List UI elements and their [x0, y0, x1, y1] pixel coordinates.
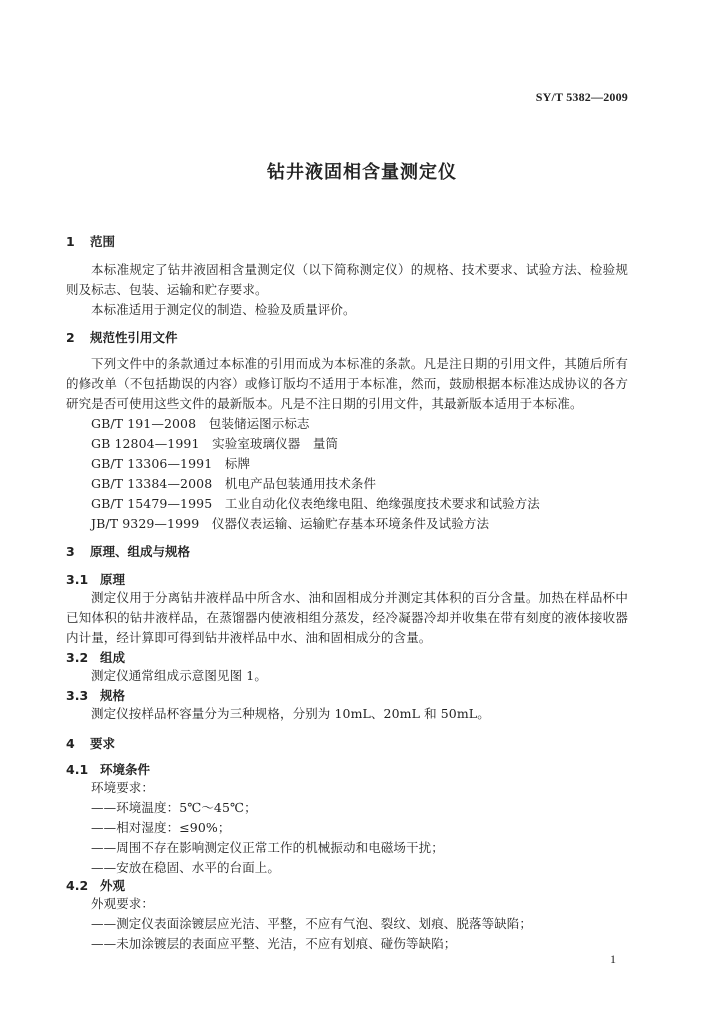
paragraph-line: 测定仪用于分离钻井液样品中所含水、油和固相成分并测定其体积的百分含量。加热在样品杯中	[91, 590, 628, 605]
paragraph-line: 本标准适用于测定仪的制造、检验及质量评价。	[91, 302, 356, 317]
section-2-heading	[66, 328, 178, 346]
paragraph-line: 测定仪按样品杯容量分为三种规格，分别为 10mL、20mL 和 50mL。	[91, 706, 490, 721]
paragraph-line: 研究是否可使用这些文件的最新版本。凡是不注日期的引用文件，其最新版本适用于本标准。	[66, 396, 583, 411]
paragraph-line: 则及标志、包装、运输和贮存要求。	[66, 282, 268, 297]
paragraph-line: 已知体积的钻井液样品，在蒸馏器内使液相组分蒸发，经冷凝器冷却并收集在带有刻度的液体接收器	[66, 610, 628, 625]
standard-code: SY/T 5382—2009	[535, 90, 628, 104]
subsection-title: 组成	[100, 650, 126, 665]
document-title: 钻井液固相含量测定仪	[267, 162, 457, 183]
reference-item: GB/T 191—2008 包装储运图示标志	[91, 416, 310, 431]
list-item: ——安放在稳固、水平的台面上。	[91, 860, 281, 875]
paragraph-line: 内计量，经计算即可得到钻井液样品中水、油和固相成分的含量。	[66, 630, 432, 645]
section-4-heading	[66, 734, 115, 752]
section-number: 3	[66, 544, 75, 559]
subsection-title: 环境条件	[100, 762, 151, 777]
subsection-3-2-heading	[66, 648, 125, 666]
list-item: ——测定仪表面涂镀层应光洁、平整，不应有气泡、裂纹、划痕、脱落等缺陷；	[91, 916, 533, 931]
subsection-3-1-heading	[66, 570, 125, 588]
paragraph-line: 下列文件中的条款通过本标准的引用而成为本标准的条款。凡是注日期的引用文件，其随后所有	[91, 356, 628, 371]
reference-item: GB/T 15479—1995 工业自动化仪表绝缘电阻、绝缘强度技术要求和试验方法	[91, 496, 540, 511]
section-3-heading	[66, 542, 190, 560]
section-title: 要求	[90, 736, 116, 751]
subsection-4-2-heading	[66, 876, 125, 894]
subsection-number: 4.2	[66, 878, 89, 893]
paragraph-line: 测定仪通常组成示意图见图 1。	[91, 668, 267, 683]
list-item: ——环境温度：5℃～45℃；	[91, 800, 257, 815]
subsection-4-1-heading	[66, 760, 150, 778]
section-number: 4	[66, 736, 75, 751]
section-title: 原理、组成与规格	[90, 544, 191, 559]
paragraph-line: 外观要求：	[91, 896, 155, 911]
section-title: 范围	[90, 234, 116, 249]
subsection-title: 规格	[100, 688, 126, 703]
paragraph-line: 本标准规定了钻井液固相含量测定仪（以下简称测定仪）的规格、技术要求、试验方法、检验规	[91, 262, 628, 277]
section-number: 2	[66, 330, 75, 345]
subsection-title: 原理	[100, 572, 126, 587]
section-number: 1	[66, 234, 75, 249]
list-item: ——相对湿度：≤90%；	[91, 820, 231, 835]
subsection-number: 3.2	[66, 650, 89, 665]
reference-item: GB/T 13384—2008 机电产品包装通用技术条件	[91, 476, 377, 491]
subsection-number: 3.3	[66, 688, 89, 703]
section-title: 规范性引用文件	[90, 330, 178, 345]
subsection-title: 外观	[100, 878, 126, 893]
list-item: ——周围不存在影响测定仪正常工作的机械振动和电磁场干扰；	[91, 840, 444, 855]
page-number: 1	[610, 952, 616, 966]
paragraph-line: 的修改单（不包括勘误的内容）或修订版均不适用于本标准，然而，鼓励根据本标准达成协议的各方	[66, 376, 628, 391]
paragraph-line: 环境要求：	[91, 780, 155, 795]
list-item: ——未加涂镀层的表面应平整、光洁，不应有划痕、碰伤等缺陷；	[91, 936, 457, 951]
reference-item: JB/T 9329—1999 仪器仪表运输、运输贮存基本环境条件及试验方法	[91, 516, 490, 531]
reference-item: GB/T 13306—1991 标牌	[91, 456, 251, 471]
reference-item: GB 12804—1991 实验室玻璃仪器 量筒	[91, 436, 339, 451]
section-1-heading	[66, 232, 115, 250]
subsection-number: 3.1	[66, 572, 89, 587]
subsection-number: 4.1	[66, 762, 89, 777]
subsection-3-3-heading	[66, 686, 125, 704]
